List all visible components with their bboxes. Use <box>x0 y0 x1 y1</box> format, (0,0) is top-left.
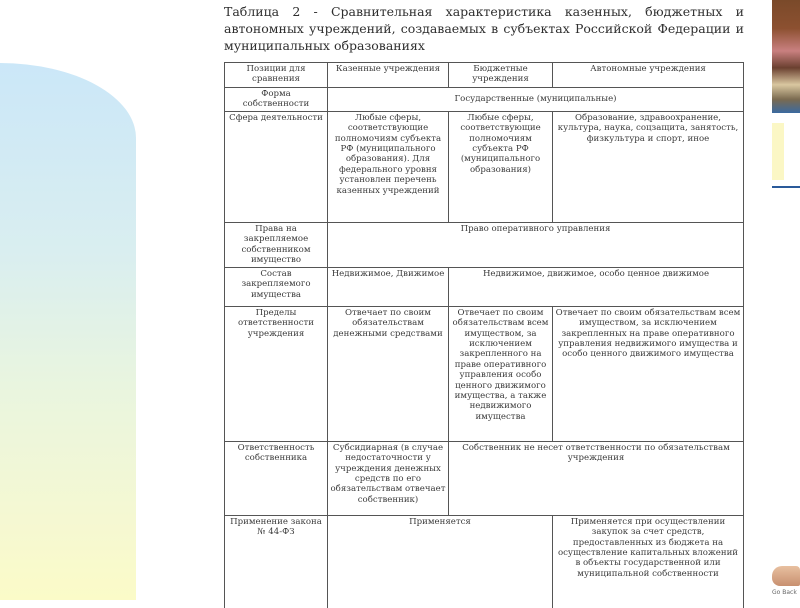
table-row-owner-responsibility <box>225 441 744 515</box>
header-cell-byudzhetnye: Бюджетные учреждения <box>449 63 553 88</box>
cell-byudzhetnye: Любые сферы, соответствующие полномочиям субъекта РФ (муниципального образования) <box>449 111 553 222</box>
cell-byudzhetnye: Отвечает по своим обязательствам всем имуществом, за исключением закрепленного на праве оперативного управления особо ценного движимого имущества, а также недвижимого имущества <box>449 306 553 441</box>
cell-merged: Государственные (муниципальные) <box>328 88 744 112</box>
header-cell-positions: Позиции для сравнения <box>225 63 328 88</box>
cell-others: Собственник не несет ответственности по обязательствам учреждения <box>449 441 744 515</box>
cell-avtonomnye: Образование, здравоохранение, культура, наука, соцзащита, занятость, физкультура и спорт, иное <box>553 111 744 222</box>
hand-pointer-icon[interactable] <box>772 566 800 586</box>
cell-kazennye: Отвечает по своим обязательствам денежными средствами <box>328 306 449 441</box>
table-row-law-44fz <box>225 515 744 608</box>
row-label: Права на закрепляемое собственником имущество <box>225 222 328 267</box>
table-header-row <box>225 63 744 88</box>
table-row-rights <box>225 222 744 267</box>
row-label: Сфера деятельности <box>225 111 328 222</box>
cell-kazennye: Недвижимое, Движимое <box>328 267 449 306</box>
row-label: Состав закрепляемого имущества <box>225 267 328 306</box>
cell-kazennye: Любые сферы, соответствующие полномочиям субъекта РФ (муниципального образования). Для федерального уровня установлен перечень казенных учреждений <box>328 111 449 222</box>
decorative-yellow-bar <box>772 123 784 180</box>
comparison-table <box>224 62 744 608</box>
table-row-form <box>225 88 744 112</box>
header-cell-kazennye: Казенные учреждения <box>328 63 449 88</box>
table-row-sphere <box>225 111 744 222</box>
cell-others: Недвижимое, движимое, особо ценное движимое <box>449 267 744 306</box>
row-label: Форма собственности <box>225 88 328 112</box>
table-row-composition <box>225 267 744 306</box>
slide-thumbnail-image <box>772 0 800 113</box>
row-label: Применение закона № 44-ФЗ <box>225 515 328 608</box>
decorative-blue-rule <box>772 186 800 188</box>
row-label: Пределы ответственности учреждения <box>225 306 328 441</box>
row-label: Ответственность собственника <box>225 441 328 515</box>
cell-kazennye-byudzhetnye: Применяется <box>328 515 553 608</box>
cell-avtonomnye: Отвечает по своим обязательствам всем имуществом, за исключением закрепленных на праве оперативного управления недвижимого имущества и особо ценного движимого имущества <box>553 306 744 441</box>
cell-merged: Право оперативного управления <box>328 222 744 267</box>
table-row-limits <box>225 306 744 441</box>
cell-avtonomnye: Применяется при осуществлении закупок за счет средств, предоставленных из бюджета на осуществление капитальных вложений в объекты государственной или муниципальной собственности <box>553 515 744 608</box>
decorative-gradient-panel <box>0 63 136 600</box>
cell-kazennye: Субсидиарная (в случае недостаточности у учреждения денежных средств по его обязательствам отвечает собственник) <box>328 441 449 515</box>
table-caption: Таблица 2 - Сравнительная характеристика казенных, бюджетных и автономных учреждений, создаваемых в субъектах Российской Федерации и муниципальных образованиях <box>224 4 744 53</box>
header-cell-avtonomnye: Автономные учреждения <box>553 63 744 88</box>
go-back-label[interactable]: Go Back <box>772 589 797 596</box>
